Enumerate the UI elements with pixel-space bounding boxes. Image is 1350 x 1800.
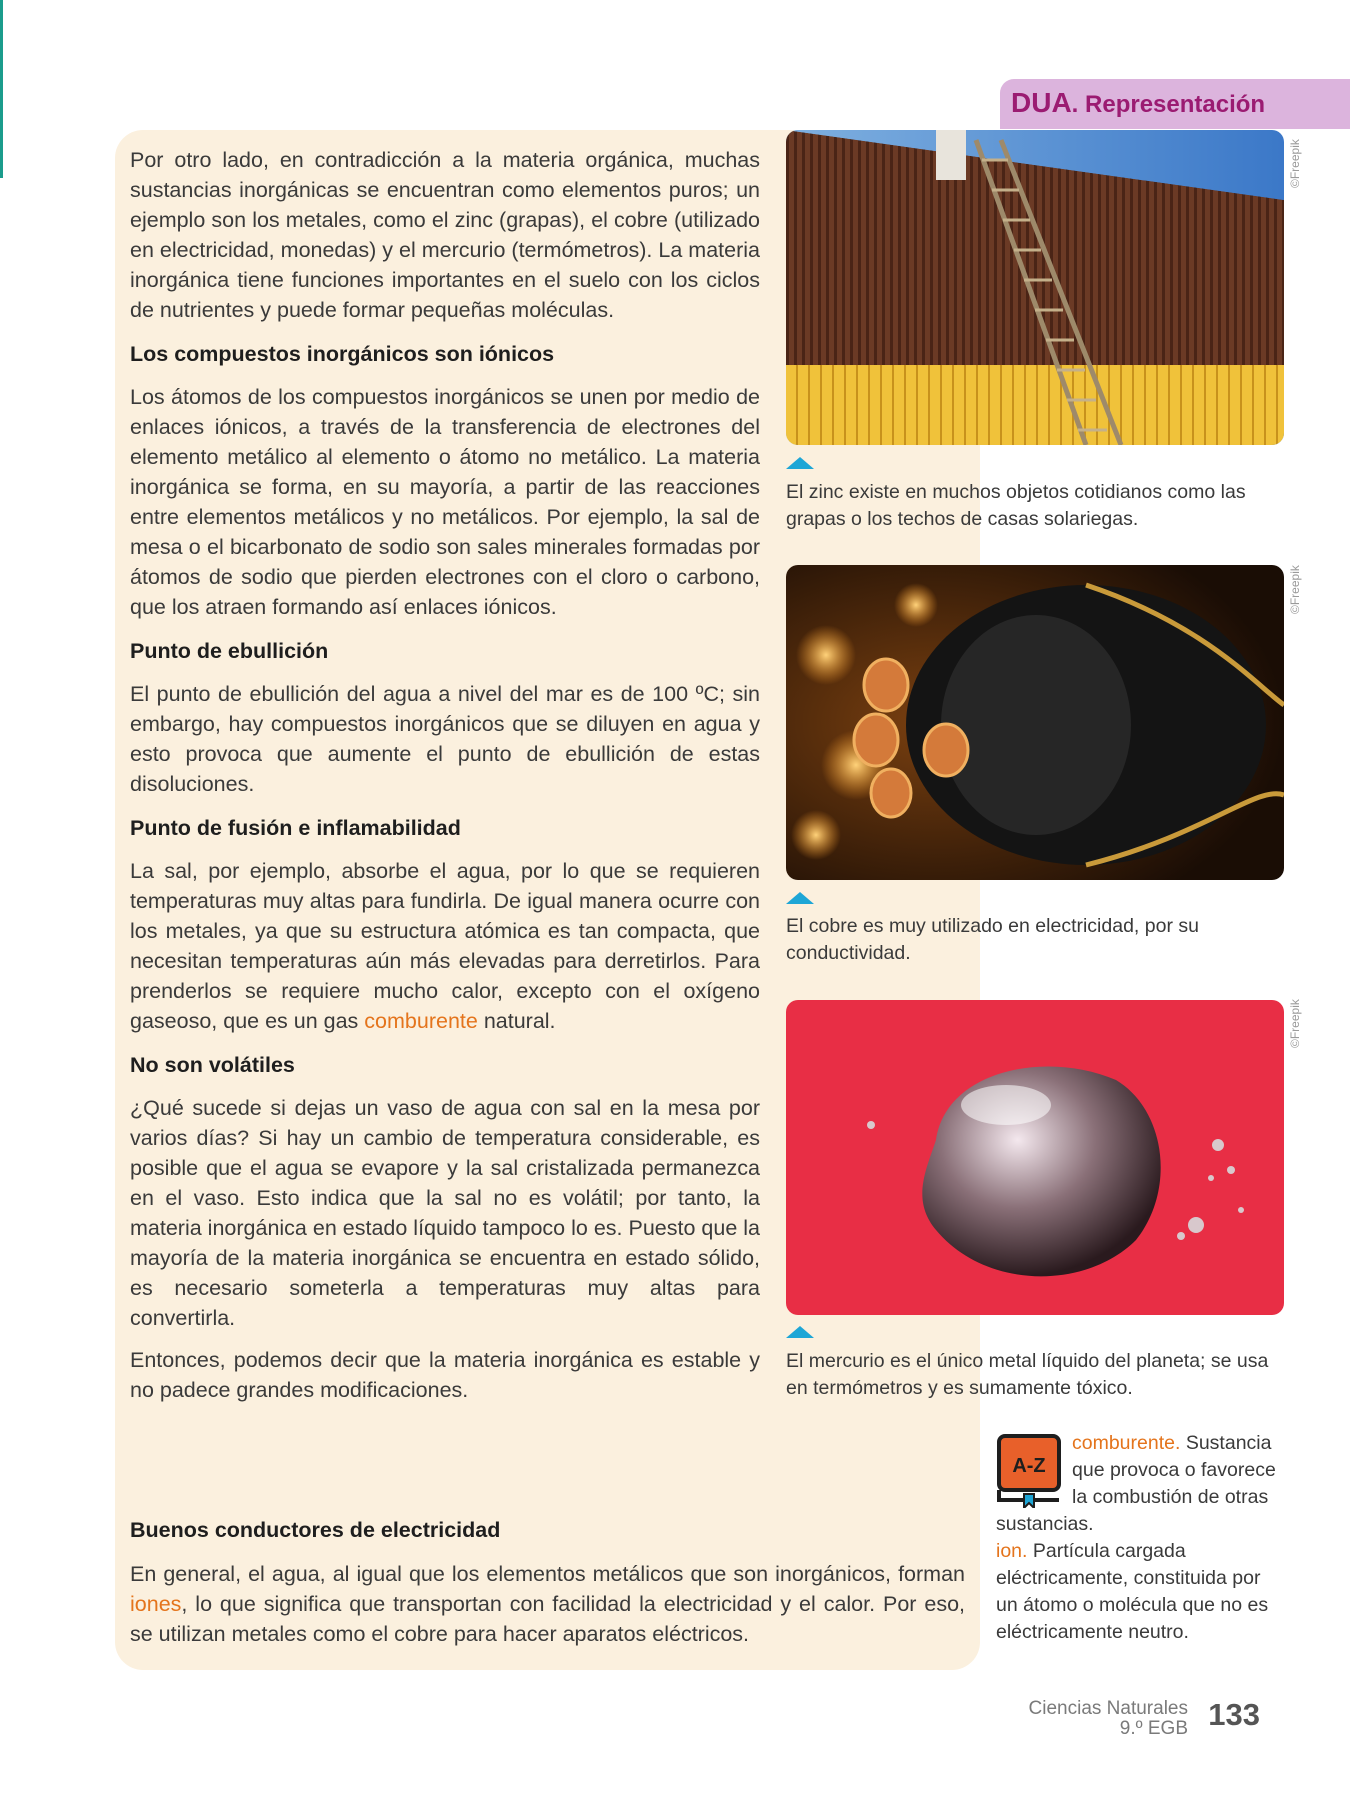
glossary-icon-label: A-Z [1012, 1455, 1046, 1477]
dua-subtitle: . Representación [1071, 91, 1266, 118]
caption-marker-2 [786, 892, 814, 904]
conductors-text-a: En general, el agua, al igual que los elementos metálicos que son inorgánicos, forman [130, 1562, 965, 1586]
caption-copper: El cobre es muy utilizado en electricidad, por su conductividad. [786, 915, 1199, 964]
glossary-link-iones[interactable]: iones [130, 1592, 182, 1616]
melting-text-a: La sal, por ejemplo, absorbe el agua, por lo que se requieren temperaturas muy altas para fundirla. De igual manera ocurre con los metales, ya que su estructura atómica es tan compacta, que necesitan temperaturas aún más elevadas para derretirlos. Para prenderlos se requiere mucho calor, excepto con el oxígeno gaseoso, que es un gas [130, 859, 760, 1033]
glossary-book-icon [996, 1434, 1062, 1508]
glossary-box [996, 1430, 1282, 1646]
roof-illustration [786, 130, 1284, 445]
section-text-ionic: Los átomos de los compuestos inorgánicos se unen por medio de enlaces iónicos, a través de la transferencia de electrones del elemento metálico al elemento o átomo no metálico. La materia inorgánica se forma, en su mayoría, a partir de las reacciones entre elementos metálicos y no metálicos. Por ejemplo, la sal de mesa o el bicarbonato de sodio son sales minerales formadas por átomos de sodio que pierden electrones con el cloro o carbono, que los atraen formando así enlaces iónicos. [130, 385, 760, 619]
section-text-volatile-2: Entonces, podemos decir que la materia inorgánica es estable y no padece grandes modificaciones. [130, 1348, 760, 1402]
footer-subject: Ciencias Naturales [1028, 1698, 1188, 1719]
section-title-conductors: Buenos conductores de electricidad [130, 1518, 501, 1542]
section-text-melting [130, 856, 760, 1036]
section-text-conductors [130, 1559, 965, 1649]
glossary-def-ion: Partícula cargada eléctricamente, constituida por un átomo o molécula que no es eléctricamente neutro. [996, 1540, 1269, 1643]
main-column [130, 145, 760, 1417]
intro-paragraph: Por otro lado, en contradicción a la materia orgánica, muchas sustancias inorgánicas se encuentran como elementos puros; un ejemplo son los metales, como el zinc (grapas), el cobre (utilizado en electricidad, monedas) y el mercurio (termómetros). La materia inorgánica tiene funciones importantes en el suelo con los ciclos de nutrientes y puede formar pequeñas moléculas. [130, 148, 760, 322]
section-title-melting: Punto de fusión e inflamabilidad [130, 816, 461, 840]
photo-credit-1: ©Freepik [1288, 139, 1302, 188]
conductors-text-b: , lo que significa que transportan con facilidad la electricidad y el calor. Por eso, se utilizan metales como el cobre para hacer aparatos eléctricos. [130, 1592, 965, 1646]
cable-illustration [786, 565, 1284, 880]
melting-text-b: natural. [477, 1009, 556, 1033]
page-number: 133 [1208, 1697, 1260, 1732]
footer-grade: 9.º EGB [1119, 1718, 1188, 1739]
section-title-boiling: Punto de ebullición [130, 639, 329, 663]
section-text-boiling: El punto de ebullición del agua a nivel del mar es de 100 ºC; sin embargo, hay compuestos inorgánicos que se diluyen en agua y esto provoca que aumente el punto de ebullición de estas disoluciones. [130, 682, 760, 796]
page-edge-line [0, 0, 3, 178]
dua-tab [1000, 79, 1350, 129]
glossary-entry-ion [996, 1538, 1282, 1646]
glossary-link-comburente[interactable]: comburente [364, 1009, 478, 1033]
page-footer [1000, 1697, 1260, 1747]
photo-credit-2: ©Freepik [1288, 565, 1302, 614]
photo-copper-cable [786, 565, 1284, 880]
mercury-illustration [786, 1000, 1284, 1315]
caption-marker-3 [786, 1326, 814, 1338]
photo-credit-3: ©Freepik [1288, 999, 1302, 1048]
glossary-def-comburente: Sustancia que provoca o favorece la combustión de otras sustancias. [996, 1432, 1276, 1535]
conductors-section [130, 1515, 965, 1649]
glossary-term-comburente: comburente. [1072, 1432, 1181, 1454]
caption-mercury: El mercurio es el único metal líquido del planeta; se usa en termómetros y es sumamente tóxico. [786, 1350, 1269, 1399]
caption-zinc: El zinc existe en muchos objetos cotidianos como las grapas o los techos de casas solariegas. [786, 481, 1246, 530]
dua-label: DUA [1011, 87, 1072, 118]
photo-zinc-roof [786, 130, 1284, 445]
section-title-ionic: Los compuestos inorgánicos son iónicos [130, 342, 555, 366]
caption-marker-1 [786, 457, 814, 469]
section-text-volatile: ¿Qué sucede si dejas un vaso de agua con sal en la mesa por varios días? Si hay un cambio de temperatura considerable, es posible que el agua se evapore y la sal cristalizada permanezca en el vaso. Esto indica que la sal no es volátil; por tanto, la materia inorgánica en estado líquido tampoco lo es. Puesto que la mayoría de la materia inorgánica se encuentra en estado sólido, es necesario someterla a temperaturas muy altas para convertirla. [130, 1096, 760, 1330]
photo-mercury [786, 1000, 1284, 1315]
section-title-volatile: No son volátiles [130, 1053, 295, 1077]
glossary-term-ion: ion. [996, 1540, 1028, 1562]
